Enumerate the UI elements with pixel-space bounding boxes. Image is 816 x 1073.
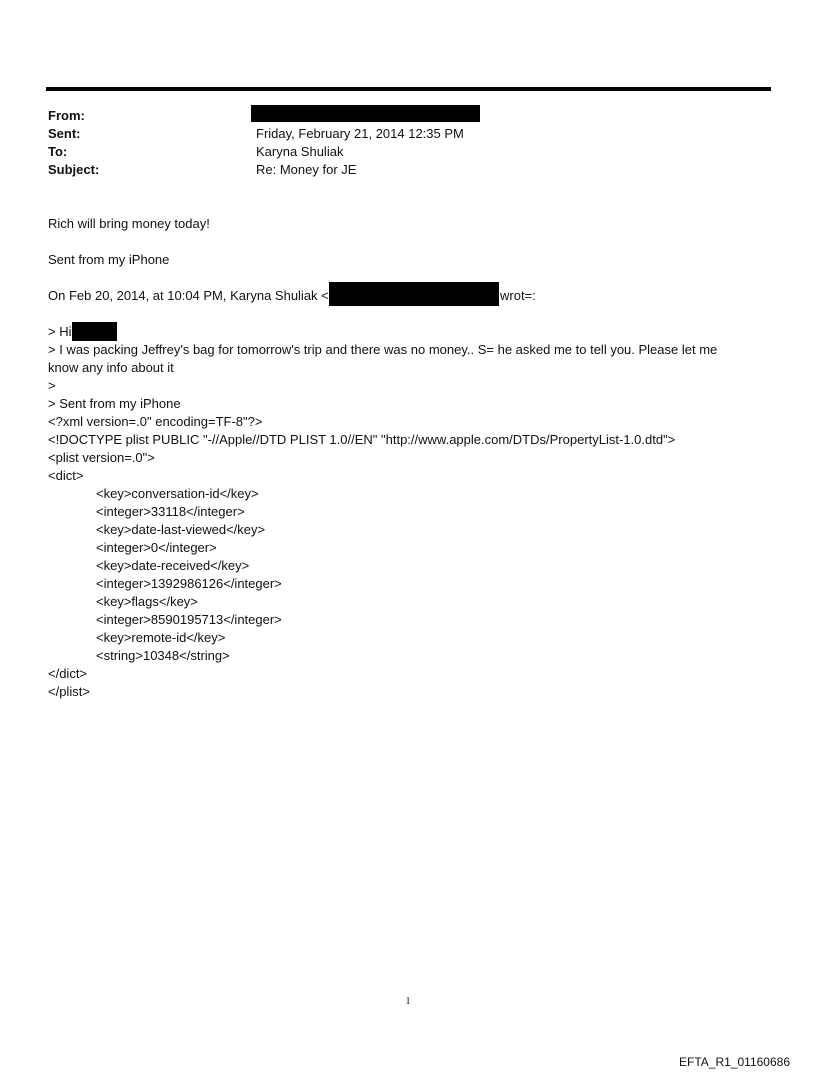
sent-value: Friday, February 21, 2014 12:35 PM: [256, 126, 464, 141]
dict-line: <integer>8590195713</integer>: [96, 612, 282, 627]
page-number: 1: [405, 996, 411, 1007]
header-rule: [46, 87, 771, 91]
quote-line: > Sent from my iPhone: [48, 396, 181, 411]
to-label: To:: [48, 144, 68, 159]
quote-intro-after: wrot=:: [500, 288, 536, 303]
dict-line: <integer>0</integer>: [96, 540, 217, 555]
quote-intro: [48, 287, 329, 305]
from-label: From:: [48, 108, 85, 123]
dict-line: <integer>1392986126</integer>: [96, 576, 282, 591]
dict-line: <integer>33118</integer>: [96, 504, 245, 519]
dict-line: <string>10348</string>: [96, 648, 230, 663]
xml-line: </plist>: [48, 684, 90, 699]
subject-value: Re: Money for JE: [256, 162, 357, 177]
dict-line: <key>date-received</key>: [96, 558, 250, 573]
sent-label: Sent:: [48, 126, 81, 141]
xml-line: <?xml version=.0" encoding=TF-8"?>: [48, 414, 263, 429]
quote-line: > I was packing Jeffrey's bag for tomorrow's trip and there was no money.. S= he asked me to tell you. Please let me: [48, 342, 718, 357]
document-id: EFTA_R1_01160686: [679, 1055, 790, 1069]
dict-line: <key>conversation-id</key>: [96, 486, 259, 501]
subject-label: Subject:: [48, 162, 100, 177]
body-line: Rich will bring money today!: [48, 216, 210, 231]
quote-line: >: [48, 378, 56, 393]
dict-line: <key>flags</key>: [96, 594, 198, 609]
to-value: Karyna Shuliak: [256, 144, 344, 159]
quote-intro-before: On Feb 20, 2014, at 10:04 PM, Karyna Shuliak <: [48, 288, 329, 303]
email-redaction: [329, 282, 499, 306]
body-signature: Sent from my iPhone: [48, 252, 170, 267]
from-redaction: [251, 105, 480, 122]
xml-line: </dict>: [48, 666, 88, 681]
quote-hi: > Hi: [48, 324, 72, 339]
dict-line: <key>remote-id</key>: [96, 630, 226, 645]
xml-line: <plist version=.0">: [48, 450, 155, 465]
xml-line: <dict>: [48, 468, 84, 483]
quote-line: know any info about it: [48, 360, 174, 375]
name-redaction: [72, 322, 117, 341]
xml-line: <!DOCTYPE plist PUBLIC "-//Apple//DTD PLIST 1.0//EN" "http://www.apple.com/DTDs/PropertyList-1.0.dtd">: [48, 432, 676, 447]
dict-line: <key>date-last-viewed</key>: [96, 522, 266, 537]
